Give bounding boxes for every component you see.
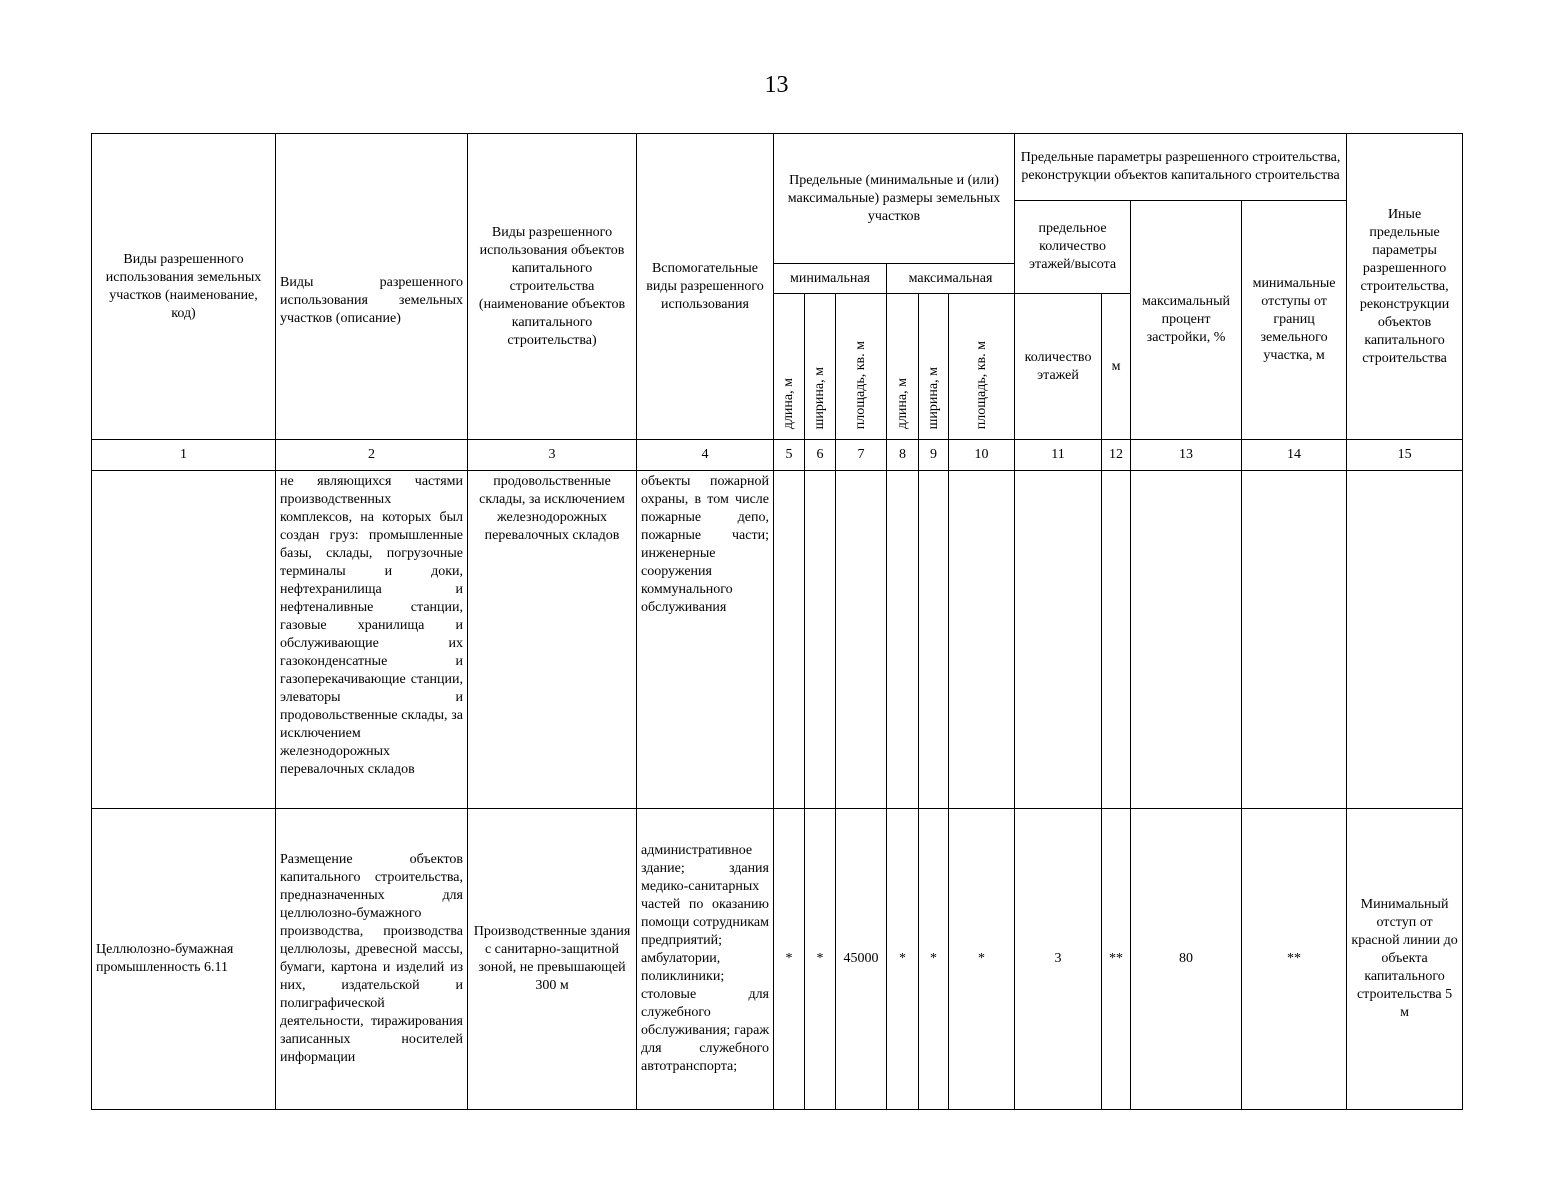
cell-min-offsets: ** [1242,809,1347,1110]
cell-max-length: * [887,809,919,1110]
cell-capital-objects: продовольственные склады, за исключением железнодорожных перевалочных складов [468,471,637,809]
header-maximal: максимальная [887,264,1015,294]
column-number: 11 [1015,440,1102,471]
cell-floors-count [1015,471,1102,809]
cell-land-use-type [92,471,276,809]
header-build-params: Предельные параметры разрешенного строительства, реконструкции объектов капитального строительства [1015,134,1347,201]
header-floors-count: количество этажей [1015,294,1102,440]
cell-auxiliary-uses: объекты пожарной охраны, в том числе пожарные депо, пожарные части; инженерные сооружения коммунального обслуживания [637,471,774,809]
cell-height-m: ** [1102,809,1131,1110]
cell-height-m [1102,471,1131,809]
cell-max-length [887,471,919,809]
cell-min-area: 45000 [836,809,887,1110]
cell-capital-objects: Производственные здания с санитарно-защитной зоной, не превышающей 300 м [468,809,637,1110]
column-number: 6 [805,440,836,471]
header-capital-objects: Виды разрешенного использования объектов капитального строительства (наименование объектов капитального строительства) [468,134,637,440]
column-number: 12 [1102,440,1131,471]
cell-min-offsets [1242,471,1347,809]
column-number: 9 [919,440,949,471]
header-max-width: ширина, м [919,294,949,440]
column-number: 5 [774,440,805,471]
land-use-table [91,133,1463,1110]
cell-min-width [805,471,836,809]
header-min-area: площадь, кв. м [836,294,887,440]
column-number: 3 [468,440,637,471]
column-number: 4 [637,440,774,471]
header-floors-height: предельное количество этажей/высота [1015,201,1131,294]
header-auxiliary-uses: Вспомогательные виды разрешенного использования [637,134,774,440]
column-numbers-row [92,440,1463,471]
cell-max-percent [1131,471,1242,809]
column-number: 10 [949,440,1015,471]
header-max-length: длина, м [887,294,919,440]
header-other-params: Иные предельные параметры разрешенного строительства, реконструкции объектов капитального строительства [1347,134,1463,440]
header-max-percent: максимальный процент застройки, % [1131,201,1242,440]
cell-min-area [836,471,887,809]
cell-land-use-description: не являющихся частями производственных комплексов, на которых был создан груз: промышленные базы, склады, погрузочные терминалы и доки, нефтехранилища и нефтеналивные станции, газовые хранилища и обслуживающие их газоконденсатные и газоперекачивающие станции, элеваторы и продовольственные склады, за исключением железнодорожных перевалочных складов [276,471,468,809]
cell-max-width [919,471,949,809]
cell-max-area [949,471,1015,809]
table-row [92,809,1463,1110]
header-meters: м [1102,294,1131,440]
column-number: 7 [836,440,887,471]
header-minimal: минимальная [774,264,887,294]
cell-max-percent: 80 [1131,809,1242,1110]
header-min-width: ширина, м [805,294,836,440]
cell-max-width: * [919,809,949,1110]
column-number: 8 [887,440,919,471]
cell-floors-count: 3 [1015,809,1102,1110]
header-land-use-description: Виды разрешенного использования земельных участков (описание) [276,134,468,440]
header-plot-sizes: Предельные (минимальные и (или) максимальные) размеры земельных участков [774,134,1015,264]
header-min-offsets: минимальные отступы от границ земельного участка, м [1242,201,1347,440]
column-number: 2 [276,440,468,471]
column-number: 14 [1242,440,1347,471]
column-number: 13 [1131,440,1242,471]
table-row [92,471,1463,809]
column-number: 1 [92,440,276,471]
cell-other-params [1347,471,1463,809]
cell-min-length [774,471,805,809]
cell-max-area: * [949,809,1015,1110]
cell-min-width: * [805,809,836,1110]
cell-land-use-description: Размещение объектов капитального строительства, предназначенных для целлюлозно-бумажного производства, производства целлюлозы, древесной массы, бумаги, картона и изделий из них, издательской и полиграфической деятельности, тиражирования записанных носителей информации [276,809,468,1110]
cell-min-length: * [774,809,805,1110]
column-number: 15 [1347,440,1463,471]
cell-land-use-type: Целлюлозно-бумажная промышленность 6.11 [92,809,276,1110]
header-land-use-types: Виды разрешенного использования земельных участков (наименование, код) [92,134,276,440]
page-number: 13 [764,72,789,98]
header-max-area: площадь, кв. м [949,294,1015,440]
cell-auxiliary-uses: административное здание; здания медико-санитарных частей по оказанию помощи сотрудникам предприятий; амбулатории, поликлиники; столовые для служебного обслуживания; гараж для служебного автотранспорта; [637,809,774,1110]
cell-other-params: Минимальный отступ от красной линии до объекта капитального строительства 5 м [1347,809,1463,1110]
header-min-length: длина, м [774,294,805,440]
